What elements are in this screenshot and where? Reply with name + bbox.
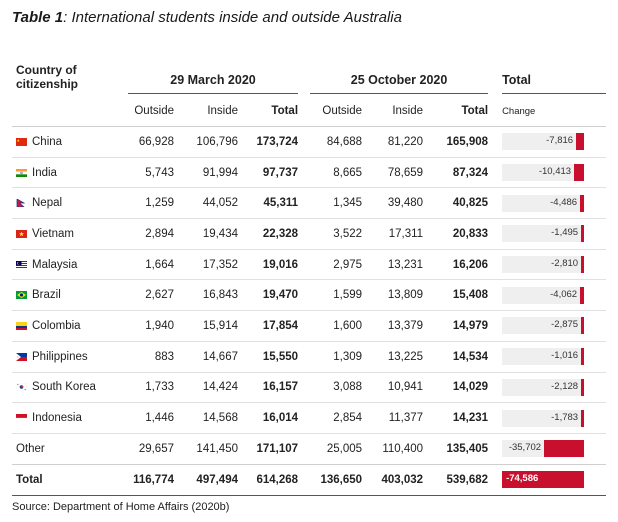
table-row [12, 341, 606, 372]
total-oct-cell: 14,029 [429, 372, 494, 403]
change-bar-fill [581, 410, 584, 427]
change-cell [494, 249, 606, 280]
table-row [12, 403, 606, 434]
total-oct-cell: 40,825 [429, 188, 494, 219]
table-row [12, 311, 606, 342]
table-title [12, 9, 402, 26]
country-name: Indonesia [32, 412, 82, 425]
total-mar-cell: 19,016 [244, 249, 304, 280]
change-bar-fill [574, 164, 584, 181]
other-row [12, 433, 606, 464]
country-name: Vietnam [32, 227, 74, 240]
outside-oct-cell: 3,088 [304, 372, 368, 403]
outside-oct-cell: 1,599 [304, 280, 368, 311]
sub-header-inside-2: Inside [368, 96, 429, 127]
country-cell [12, 433, 122, 464]
table-row [12, 188, 606, 219]
change-bar-track [502, 164, 584, 181]
vietnam-flag-icon [16, 229, 27, 237]
change-value: -2,810 [551, 258, 579, 270]
country-cell [12, 157, 122, 188]
inside-mar-cell: 19,434 [180, 219, 244, 250]
outside-mar-cell: 66,928 [122, 127, 180, 158]
sub-header-inside-1: Inside [180, 96, 244, 127]
period1-header [122, 58, 304, 96]
table-row [12, 219, 606, 250]
inside-mar-cell: 17,352 [180, 249, 244, 280]
change-bar-track [502, 471, 584, 488]
sub-header-total-1: Total [244, 96, 304, 127]
change-cell [494, 464, 606, 495]
country-name: Philippines [32, 350, 88, 363]
outside-mar-cell: 29,657 [122, 433, 180, 464]
period2-header [304, 58, 494, 96]
country-name: Brazil [32, 289, 61, 302]
malaysia-flag-icon [16, 260, 27, 268]
inside-mar-cell: 14,667 [180, 341, 244, 372]
country-cell [12, 464, 122, 495]
change-value: -4,062 [550, 288, 578, 300]
change-value: -1,016 [551, 350, 579, 362]
change-value: -2,128 [551, 380, 579, 392]
inside-mar-cell: 15,914 [180, 311, 244, 342]
change-bar-track [502, 348, 584, 365]
change-bar-track [502, 225, 584, 242]
total-mar-cell: 16,014 [244, 403, 304, 434]
total-oct-cell: 14,231 [429, 403, 494, 434]
inside-mar-cell: 16,843 [180, 280, 244, 311]
outside-oct-cell: 1,345 [304, 188, 368, 219]
change-bar-fill [580, 195, 584, 212]
country-header: Country of citizenship [16, 63, 79, 91]
table-row [12, 249, 606, 280]
brazil-flag-icon [16, 290, 27, 298]
change-cell [494, 403, 606, 434]
change-bar-fill [581, 225, 584, 242]
change-bar-fill [581, 379, 584, 396]
change-bar-track [502, 379, 584, 396]
outside-mar-cell: 1,446 [122, 403, 180, 434]
outside-oct-cell: 25,005 [304, 433, 368, 464]
header-row-sub [12, 96, 606, 127]
total-oct-cell: 14,979 [429, 311, 494, 342]
inside-mar-cell: 497,494 [180, 464, 244, 495]
country-cell [12, 311, 122, 342]
change-value: -4,486 [550, 196, 578, 208]
total-header [494, 58, 606, 96]
change-cell [494, 372, 606, 403]
change-bar-fill [581, 317, 584, 334]
inside-mar-cell: 106,796 [180, 127, 244, 158]
inside-mar-cell: 91,994 [180, 157, 244, 188]
sub-header-blank [12, 96, 122, 127]
change-cell [494, 127, 606, 158]
outside-oct-cell: 1,309 [304, 341, 368, 372]
outside-oct-cell: 2,854 [304, 403, 368, 434]
change-value: -7,816 [546, 135, 574, 147]
change-cell [494, 311, 606, 342]
period1-label: 29 March 2020 [128, 61, 298, 94]
change-value: -1,783 [551, 411, 579, 423]
outside-oct-cell: 1,600 [304, 311, 368, 342]
country-cell [12, 280, 122, 311]
outside-mar-cell: 5,743 [122, 157, 180, 188]
country-name: India [32, 166, 57, 179]
country-cell [12, 403, 122, 434]
total-oct-cell: 165,908 [429, 127, 494, 158]
change-value: -35,702 [508, 442, 542, 454]
outside-mar-cell: 116,774 [122, 464, 180, 495]
period2-label: 25 October 2020 [310, 61, 488, 94]
country-name: Total [16, 473, 43, 486]
change-bar-track [502, 133, 584, 150]
total-mar-cell: 15,550 [244, 341, 304, 372]
inside-oct-cell: 13,809 [368, 280, 429, 311]
inside-oct-cell: 39,480 [368, 188, 429, 219]
south-korea-flag-icon [16, 382, 27, 390]
change-bar-fill [580, 287, 584, 304]
total-mar-cell: 97,737 [244, 157, 304, 188]
students-table [12, 58, 606, 496]
total-mar-cell: 22,328 [244, 219, 304, 250]
change-cell [494, 280, 606, 311]
country-cell [12, 127, 122, 158]
outside-oct-cell: 2,975 [304, 249, 368, 280]
sub-header-total-2: Total [429, 96, 494, 127]
inside-oct-cell: 13,231 [368, 249, 429, 280]
inside-mar-cell: 44,052 [180, 188, 244, 219]
change-bar-track [502, 317, 584, 334]
table-title-text: : International students inside and outside Australia [63, 9, 402, 26]
inside-oct-cell: 10,941 [368, 372, 429, 403]
sub-header-change: Change [494, 96, 606, 127]
change-cell [494, 219, 606, 250]
country-name: China [32, 135, 63, 148]
change-bar-fill [544, 440, 584, 457]
total-row [12, 464, 606, 495]
outside-oct-cell: 84,688 [304, 127, 368, 158]
change-bar-track [502, 256, 584, 273]
change-value: -1,495 [551, 227, 579, 239]
country-cell [12, 219, 122, 250]
colombia-flag-icon [16, 321, 27, 329]
sub-header-outside-2: Outside [304, 96, 368, 127]
outside-mar-cell: 1,259 [122, 188, 180, 219]
country-name: Nepal [32, 197, 63, 210]
source-note: Source: Department of Home Affairs (2020b) [12, 501, 230, 513]
change-bar-track [502, 410, 584, 427]
philippines-flag-icon [16, 352, 27, 360]
inside-oct-cell: 13,225 [368, 341, 429, 372]
change-bar-track [502, 195, 584, 212]
total-oct-cell: 87,324 [429, 157, 494, 188]
total-label: Total [502, 61, 606, 94]
outside-mar-cell: 883 [122, 341, 180, 372]
change-cell [494, 157, 606, 188]
country-name: Other [16, 442, 45, 455]
total-oct-cell: 15,408 [429, 280, 494, 311]
outside-oct-cell: 8,665 [304, 157, 368, 188]
change-value: -10,413 [538, 166, 572, 178]
inside-oct-cell: 81,220 [368, 127, 429, 158]
nepal-flag-icon [16, 198, 27, 206]
table-row [12, 157, 606, 188]
india-flag-icon [16, 168, 27, 176]
change-bar-track [502, 440, 584, 457]
total-mar-cell: 16,157 [244, 372, 304, 403]
total-mar-cell: 173,724 [244, 127, 304, 158]
table-title-prefix: Table 1 [12, 9, 64, 26]
total-mar-cell: 171,107 [244, 433, 304, 464]
change-bar-fill [581, 256, 584, 273]
total-oct-cell: 135,405 [429, 433, 494, 464]
inside-oct-cell: 13,379 [368, 311, 429, 342]
change-cell [494, 341, 606, 372]
total-oct-cell: 14,534 [429, 341, 494, 372]
total-mar-cell: 19,470 [244, 280, 304, 311]
inside-mar-cell: 141,450 [180, 433, 244, 464]
sub-header-outside-1: Outside [122, 96, 180, 127]
inside-oct-cell: 17,311 [368, 219, 429, 250]
outside-mar-cell: 2,894 [122, 219, 180, 250]
total-mar-cell: 614,268 [244, 464, 304, 495]
total-oct-cell: 16,206 [429, 249, 494, 280]
total-mar-cell: 17,854 [244, 311, 304, 342]
total-oct-cell: 20,833 [429, 219, 494, 250]
outside-oct-cell: 3,522 [304, 219, 368, 250]
inside-oct-cell: 110,400 [368, 433, 429, 464]
table-row [12, 127, 606, 158]
outside-mar-cell: 2,627 [122, 280, 180, 311]
country-name: South Korea [32, 381, 96, 394]
country-name: Malaysia [32, 258, 78, 271]
total-oct-cell: 539,682 [429, 464, 494, 495]
change-cell [494, 433, 606, 464]
country-cell [12, 341, 122, 372]
change-bar-fill [581, 348, 584, 365]
inside-mar-cell: 14,568 [180, 403, 244, 434]
outside-mar-cell: 1,940 [122, 311, 180, 342]
country-name: Colombia [32, 319, 81, 332]
inside-oct-cell: 403,032 [368, 464, 429, 495]
change-bar-fill [576, 133, 584, 150]
country-cell [12, 372, 122, 403]
inside-oct-cell: 78,659 [368, 157, 429, 188]
change-bar-track [502, 287, 584, 304]
outside-mar-cell: 1,733 [122, 372, 180, 403]
total-mar-cell: 45,311 [244, 188, 304, 219]
table-row [12, 280, 606, 311]
china-flag-icon [16, 137, 27, 145]
inside-mar-cell: 14,424 [180, 372, 244, 403]
indonesia-flag-icon [16, 413, 27, 421]
change-value: -2,875 [551, 319, 579, 331]
outside-oct-cell: 136,650 [304, 464, 368, 495]
change-cell [494, 188, 606, 219]
outside-mar-cell: 1,664 [122, 249, 180, 280]
country-cell [12, 249, 122, 280]
inside-oct-cell: 11,377 [368, 403, 429, 434]
country-cell [12, 188, 122, 219]
change-value: -74,586 [506, 473, 539, 485]
table-row [12, 372, 606, 403]
header-row-top [12, 58, 606, 96]
